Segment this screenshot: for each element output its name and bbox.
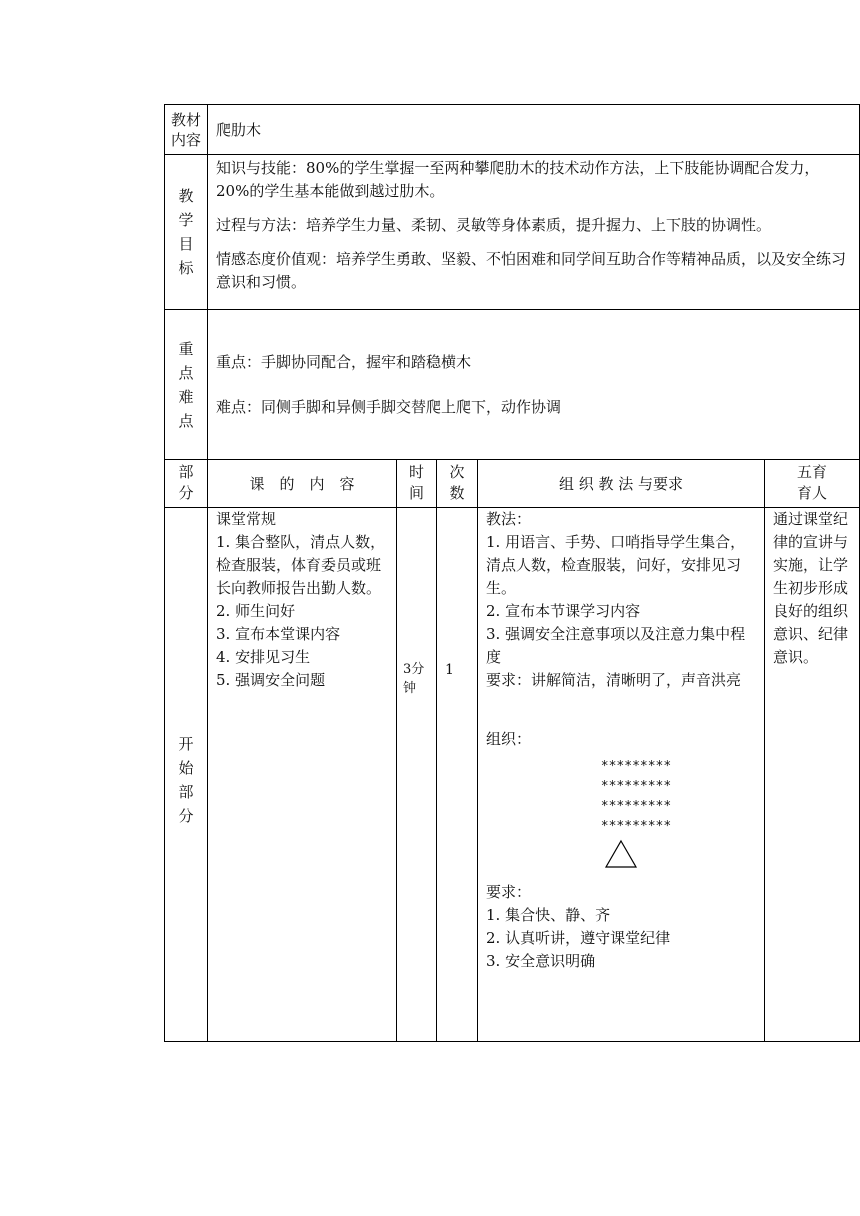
formation-row: *********	[600, 799, 672, 814]
start-part-label-cell	[165, 508, 208, 1042]
start-count: 1	[445, 662, 454, 678]
content-item: 2. 师生问好	[216, 602, 296, 620]
start-part-char: 分	[178, 807, 194, 825]
start-count-cell	[437, 508, 478, 1042]
start-education-cell	[765, 508, 860, 1042]
header-part-char: 部	[178, 463, 194, 481]
material-label-line1: 教材	[170, 110, 201, 129]
formation-row: *********	[600, 779, 672, 794]
material-value-cell	[208, 105, 860, 155]
material-row	[165, 105, 860, 155]
header-time-char: 时	[408, 463, 424, 481]
header-part-cell	[165, 460, 208, 508]
method-item: 3. 强调安全注意事项以及注意力集中程度	[486, 625, 746, 666]
content-item: 4. 安排见习生	[216, 648, 311, 666]
content-item: 1. 集合整队，清点人数，检查服装，体育委员或班长向教师报告出勤人数。	[216, 533, 386, 597]
content-item: 3. 宣布本堂课内容	[216, 625, 341, 643]
header-time-cell	[397, 460, 437, 508]
method-requirement: 要求：讲解简洁，清晰明了，声音洪亮	[486, 671, 742, 689]
header-education-line: 五育	[797, 463, 828, 481]
objective-process: 过程与方法：培养学生力量、柔韧、灵敏等身体素质，提升握力、上下肢的协调性。	[216, 216, 772, 234]
material-label-line2: 内容	[170, 130, 201, 149]
keypoints-label-char: 重	[178, 339, 194, 358]
keypoints-cell	[208, 310, 860, 460]
header-education-cell	[765, 460, 860, 508]
keypoints-label-char: 难	[178, 387, 194, 406]
keypoints-label-char: 点	[178, 363, 194, 382]
header-count-cell	[437, 460, 478, 508]
key-point-text: 重点：手脚协同配合，握牢和踏稳横木	[216, 352, 472, 371]
content-item: 5. 强调安全问题	[216, 671, 326, 689]
material-label-cell	[165, 105, 208, 155]
start-time: 3分钟	[403, 662, 425, 696]
formation-row: *********	[600, 819, 672, 834]
requirement-item: 2. 认真听讲，遵守课堂纪律	[486, 929, 671, 947]
objective-knowledge: 知识与技能：80%的学生掌握一至两种攀爬肋木的技术动作方法，上下肢能协调配合发力，20%的学生基本能做到越过肋木。	[216, 159, 820, 200]
method-item: 1. 用语言、手势、口哨指导学生集合，清点人数，检查服装，问好，安排见习生。	[486, 533, 746, 597]
keypoints-row	[165, 310, 860, 460]
header-method-cell	[478, 460, 765, 508]
header-time-char: 间	[408, 484, 424, 502]
triangle-icon	[604, 839, 638, 869]
section-header-row	[165, 460, 860, 508]
start-part-char: 开	[178, 735, 194, 753]
objectives-label-char: 目	[178, 235, 194, 253]
start-section-row	[165, 508, 860, 1042]
requirement-title: 要求：	[486, 883, 532, 901]
objectives-cell	[208, 155, 860, 310]
header-count-char: 数	[449, 484, 465, 502]
objectives-label-char: 学	[178, 211, 194, 229]
keypoints-label-cell	[165, 310, 208, 460]
header-method: 组 织 教 法 与要求	[558, 475, 684, 493]
start-content-cell	[208, 508, 397, 1042]
header-content: 课 的 内 容	[249, 475, 355, 493]
objectives-label-char: 标	[178, 259, 194, 277]
header-count-char: 次	[449, 463, 465, 481]
start-part-char: 始	[178, 759, 194, 777]
header-part-char: 分	[178, 484, 194, 502]
requirement-item: 3. 安全意识明确	[486, 952, 596, 970]
start-part-char: 部	[178, 783, 194, 801]
lesson-plan-table	[164, 104, 860, 1042]
header-content-cell	[208, 460, 397, 508]
difficulty-text: 难点：同侧手脚和异侧手脚交替爬上爬下，动作协调	[216, 397, 562, 416]
formation-row: *********	[600, 759, 672, 774]
method-item: 2. 宣布本节课学习内容	[486, 602, 641, 620]
objectives-row	[165, 155, 860, 310]
objectives-label-cell	[165, 155, 208, 310]
method-title: 教法：	[486, 510, 532, 528]
keypoints-label-char: 点	[178, 411, 194, 430]
education-text: 通过课堂纪律的宣讲与实施，让学生初步形成良好的组织意识、纪律意识。	[773, 510, 849, 666]
objectives-label-char: 教	[178, 187, 194, 205]
objective-attitude: 情感态度价值观：培养学生勇敢、坚毅、不怕困难和同学间互助合作等精神品质，以及安全练习意识和习惯。	[216, 250, 847, 291]
header-education-line: 育人	[797, 484, 828, 502]
student-formation	[486, 757, 756, 837]
start-time-cell	[397, 508, 437, 1042]
start-method-cell	[478, 508, 765, 1042]
organization-label: 组织：	[486, 730, 532, 748]
material-value: 爬肋木	[216, 121, 262, 139]
requirement-item: 1. 集合快、静、齐	[486, 906, 611, 924]
content-title: 课堂常规	[216, 510, 277, 528]
